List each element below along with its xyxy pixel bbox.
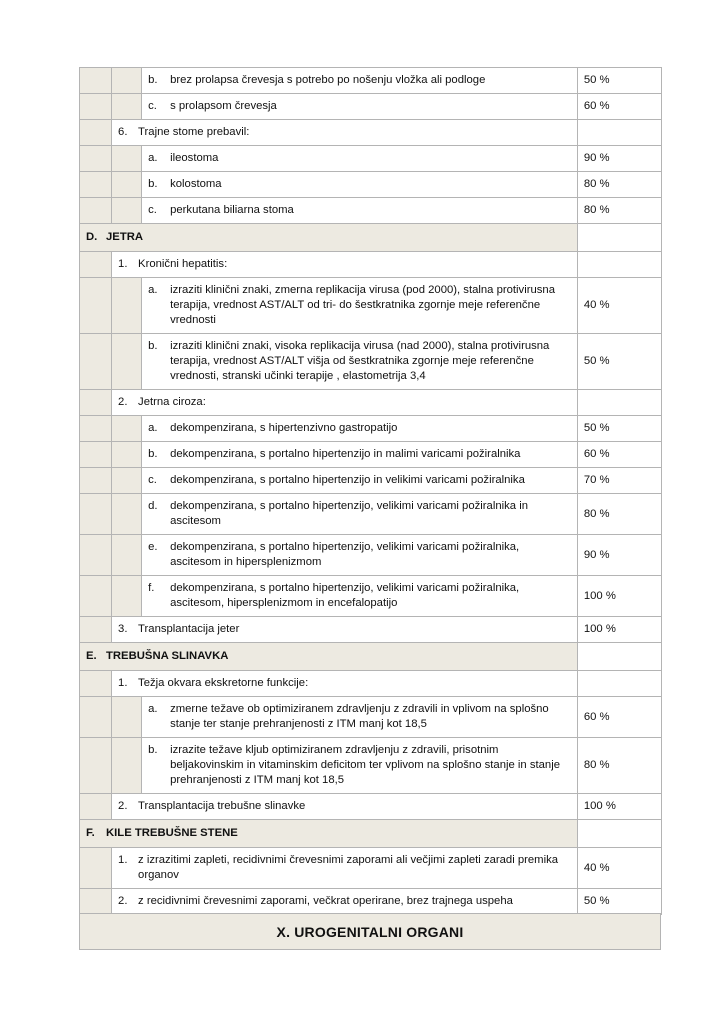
indent-cell [112, 68, 142, 94]
indent-cell [80, 494, 112, 535]
indent-cell [80, 252, 112, 278]
table-row [80, 794, 662, 820]
percentage-cell [577, 172, 661, 198]
row-label: a. [148, 422, 158, 434]
percentage-cell [577, 848, 661, 889]
table-row [80, 494, 662, 535]
indent-cell [112, 172, 142, 198]
row-label: 3. [118, 623, 128, 635]
indent-cell [112, 468, 142, 494]
indent-cell [80, 198, 112, 224]
percentage-cell [577, 535, 661, 576]
percentage-value: 60 % [583, 448, 610, 460]
row-label: b. [148, 448, 158, 460]
table-row [80, 198, 662, 224]
row-text: Transplantacija jeter [138, 623, 240, 635]
item-cell [142, 146, 578, 172]
table-row [80, 172, 662, 198]
table-row [80, 697, 662, 738]
row-label: c. [148, 204, 157, 216]
row-label: D. [86, 231, 98, 243]
percentage-value: 100 % [583, 623, 616, 635]
indent-cell [112, 576, 142, 617]
table-row [80, 889, 662, 915]
percentage-cell [577, 252, 661, 278]
table-row [80, 442, 662, 468]
item-cell [142, 94, 578, 120]
table-row [80, 820, 662, 848]
percentage-cell [577, 442, 661, 468]
row-label: b. [148, 178, 158, 190]
row-text: Trajne stome prebavil: [138, 126, 250, 138]
percentage-value: 90 % [583, 152, 610, 164]
table-row [80, 671, 662, 697]
section-heading [80, 820, 578, 848]
item-cell [142, 535, 578, 576]
percentage-cell [577, 416, 661, 442]
indent-cell [80, 278, 112, 334]
percentage-cell [577, 120, 661, 146]
percentage-value: 100 % [583, 800, 616, 812]
table-row [80, 468, 662, 494]
item-cell [142, 738, 578, 794]
indent-cell [80, 442, 112, 468]
row-label: a. [148, 284, 158, 296]
table-row [80, 643, 662, 671]
indent-cell [80, 468, 112, 494]
row-label: e. [148, 541, 158, 553]
section-heading [80, 643, 578, 671]
table-row [80, 68, 662, 94]
chapter-title: X. UROGENITALNI ORGANI [276, 923, 464, 940]
row-text: z izrazitimi zapleti, recidivnimi črevesnimi zaporami ali večjimi zapleti zaradi premika organov [138, 854, 559, 881]
indent-cell [80, 617, 112, 643]
chapter-title-box [79, 913, 661, 950]
row-label: 1. [118, 677, 128, 689]
row-label: 1. [118, 854, 128, 866]
percentage-value: 50 % [583, 895, 610, 907]
indent-cell [112, 94, 142, 120]
percentage-cell [577, 94, 661, 120]
item-cell [142, 278, 578, 334]
indent-cell [112, 198, 142, 224]
percentage-cell [577, 794, 661, 820]
item-cell [142, 198, 578, 224]
percentage-value: 100 % [583, 589, 616, 602]
table-row [80, 416, 662, 442]
row-text: Težja okvara ekskretorne funkcije: [138, 677, 309, 689]
indent-cell [112, 146, 142, 172]
indent-cell [112, 334, 142, 390]
percentage-cell [577, 576, 661, 617]
row-label: b. [148, 340, 158, 352]
table-row [80, 94, 662, 120]
table-row [80, 617, 662, 643]
indent-cell [112, 535, 142, 576]
indent-cell [80, 68, 112, 94]
indent-cell [80, 889, 112, 915]
percentage-cell [577, 671, 661, 697]
percentage-cell [577, 68, 661, 94]
row-text: Transplantacija trebušne slinavke [138, 800, 306, 812]
row-text: izrazite težave kljub optimiziranem zdravljenju z zdravili, prisotnim beljakovinskim in vitaminskim deficitom ter vplivom na splošno stanje in stanje prehranjenosti z ITM manj kot 18,5 [170, 744, 560, 786]
percentage-value: 60 % [583, 100, 610, 112]
row-text: s prolapsom črevesja [170, 100, 277, 112]
indent-cell [80, 390, 112, 416]
percentage-value: 50 % [583, 355, 610, 367]
percentage-value: 70 % [583, 474, 610, 486]
row-label: F. [86, 827, 95, 839]
row-label: b. [148, 74, 158, 86]
row-text: ileostoma [170, 152, 219, 164]
indent-cell [112, 738, 142, 794]
criteria-table [79, 67, 662, 915]
item-cell [142, 697, 578, 738]
row-text: dekompenzirana, s portalno hipertenzijo, velikimi varicami požiralnika, ascitesom in hipersplenizmom [170, 541, 520, 568]
percentage-cell [577, 494, 661, 535]
indent-cell [80, 738, 112, 794]
percentage-value: 80 % [583, 507, 610, 520]
indent-cell [80, 146, 112, 172]
table-row [80, 738, 662, 794]
row-text: z recidivnimi črevesnimi zaporami, večkrat operirane, brez trajnega uspeha [138, 895, 513, 907]
percentage-cell [577, 224, 661, 252]
row-label: d. [148, 500, 158, 512]
subitem-cell [112, 120, 578, 146]
row-label: a. [148, 703, 158, 715]
table-row [80, 576, 662, 617]
percentage-cell [577, 643, 661, 671]
indent-cell [80, 794, 112, 820]
row-label: 2. [118, 396, 128, 408]
table-row [80, 120, 662, 146]
row-label: c. [148, 100, 157, 112]
percentage-cell [577, 146, 661, 172]
row-label: E. [86, 650, 97, 662]
row-label: b. [148, 744, 158, 756]
indent-cell [112, 494, 142, 535]
indent-cell [112, 416, 142, 442]
percentage-cell [577, 617, 661, 643]
indent-cell [80, 535, 112, 576]
indent-cell [80, 94, 112, 120]
row-label: a. [148, 152, 158, 164]
row-text: JETRA [106, 231, 144, 243]
item-cell [142, 172, 578, 198]
table-row [80, 390, 662, 416]
percentage-cell [577, 738, 661, 794]
percentage-value: 50 % [583, 422, 610, 434]
subitem-cell [112, 848, 578, 889]
row-label: 6. [118, 126, 128, 138]
percentage-value: 80 % [583, 204, 610, 216]
row-text: TREBUŠNA SLINAVKA [106, 650, 229, 662]
row-text: Kronični hepatitis: [138, 258, 228, 270]
percentage-cell [577, 334, 661, 390]
item-cell [142, 442, 578, 468]
row-text: dekompenzirana, s portalno hipertenzijo, velikimi varicami požiralnika in ascitesom [170, 500, 528, 527]
row-label: c. [148, 474, 157, 486]
item-cell [142, 494, 578, 535]
table-row [80, 146, 662, 172]
table-row [80, 334, 662, 390]
row-text: dekompenzirana, s hipertenzivno gastropatijo [170, 422, 398, 434]
percentage-cell [577, 820, 661, 848]
row-text: brez prolapsa črevesja s potrebo po nošenju vložka ali podloge [170, 74, 486, 86]
indent-cell [80, 671, 112, 697]
table-row [80, 535, 662, 576]
item-cell [142, 334, 578, 390]
table-row [80, 252, 662, 278]
percentage-cell [577, 390, 661, 416]
subitem-cell [112, 671, 578, 697]
table-row [80, 224, 662, 252]
percentage-value: 80 % [583, 759, 610, 771]
table-row [80, 278, 662, 334]
row-text: dekompenzirana, s portalno hipertenzijo in velikimi varicami požiralnika [170, 474, 525, 486]
percentage-cell [577, 468, 661, 494]
row-label: 1. [118, 258, 128, 270]
percentage-cell [577, 278, 661, 334]
subitem-cell [112, 617, 578, 643]
subitem-cell [112, 390, 578, 416]
subitem-cell [112, 889, 578, 915]
section-heading [80, 224, 578, 252]
percentage-value: 40 % [583, 861, 610, 874]
row-text: dekompenzirana, s portalno hipertenzijo, velikimi varicami požiralnika, ascitesom, hipersplenizmom in encefalopatijo [170, 582, 520, 609]
row-label: 2. [118, 895, 128, 907]
row-text: kolostoma [170, 178, 222, 190]
row-text: dekompenzirana, s portalno hipertenzijo in malimi varicami požiralnika [170, 448, 521, 460]
row-text: izraziti klinični znaki, zmerna replikacija virusa (pod 2000), stalna protivirusna terapija, vrednost AST/ALT od tri- do šestkratnika zgornje meje referenčne vrednosti [170, 284, 555, 326]
indent-cell [80, 172, 112, 198]
row-text: izraziti klinični znaki, visoka replikacija virusa (nad 2000), stalna protivirusna terapija, vrednost AST/ALT višja od šestkratnika zgornje meje referenčne vrednosti, stranski učinki terapije , elastometrija 3,4 [170, 340, 550, 382]
indent-cell [80, 848, 112, 889]
subitem-cell [112, 252, 578, 278]
row-label: 2. [118, 800, 128, 812]
percentage-value: 90 % [583, 548, 610, 561]
percentage-cell [577, 198, 661, 224]
item-cell [142, 68, 578, 94]
indent-cell [80, 576, 112, 617]
percentage-value: 60 % [583, 710, 610, 723]
row-text: Jetrna ciroza: [138, 396, 206, 408]
indent-cell [80, 416, 112, 442]
item-cell [142, 576, 578, 617]
subitem-cell [112, 794, 578, 820]
percentage-cell [577, 889, 661, 915]
indent-cell [112, 697, 142, 738]
percentage-value: 40 % [583, 299, 610, 311]
row-text: KILE TREBUŠNE STENE [106, 827, 238, 839]
indent-cell [112, 442, 142, 468]
indent-cell [112, 278, 142, 334]
item-cell [142, 416, 578, 442]
percentage-cell [577, 697, 661, 738]
indent-cell [80, 120, 112, 146]
percentage-value: 50 % [583, 74, 610, 86]
indent-cell [80, 697, 112, 738]
row-text: zmerne težave ob optimiziranem zdravljenju z zdravili in vplivom na splošno stanje ter stanje prehranjenosti z ITM manj kot 18,5 [170, 703, 549, 730]
indent-cell [80, 334, 112, 390]
item-cell [142, 468, 578, 494]
table-row [80, 848, 662, 889]
row-text: perkutana biliarna stoma [170, 204, 294, 216]
percentage-value: 80 % [583, 178, 610, 190]
row-label: f. [148, 582, 155, 594]
